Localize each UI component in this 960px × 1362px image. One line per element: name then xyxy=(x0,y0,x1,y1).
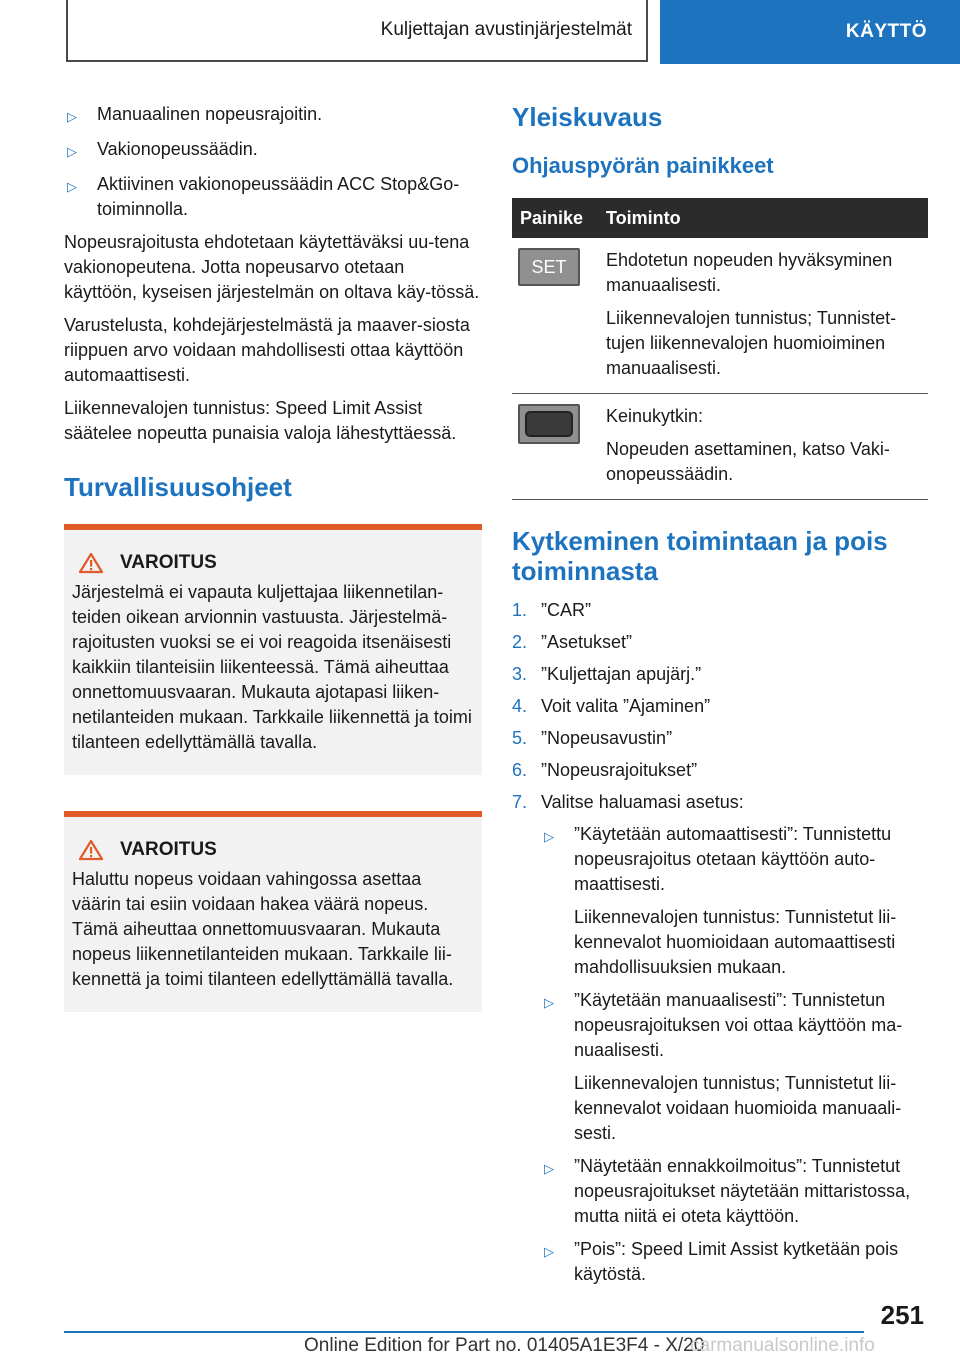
step-text: ”Asetukset” xyxy=(541,632,633,652)
left-column xyxy=(64,102,482,1012)
rocker-switch-knob xyxy=(525,411,573,437)
step-text: Valitse haluamasi asetus: xyxy=(541,792,744,812)
list-item xyxy=(512,694,928,719)
function-text: Nopeuden asettaminen, katso Vaki‐onopeussäädin. xyxy=(606,439,890,484)
step-number: 6. xyxy=(512,760,528,780)
step-text: ”CAR” xyxy=(541,600,591,620)
buttons-heading: Ohjauspyörän painikkeet xyxy=(512,153,774,178)
chapter-title: KÄYTTÖ xyxy=(845,21,927,42)
triangle-bullet-icon: ▷ xyxy=(544,1161,554,1176)
list-item xyxy=(512,726,928,751)
warning-title-text: VAROITUS xyxy=(120,839,217,860)
warning-text: Järjestelmä ei vapauta kuljettajaa liikennetilan‐teiden oikean arvionnin vastuusta. Järjestelmä‐rajoitusten vuoksi se ei voi reagoida itsenäisesti kaikkiin tilanteisiin liikenteessä. Tämä aiheuttaa onnettomuusvaaran. Mukauta ajotapasi liiken‐netilanteiden mukaan. Tarkkaile liikennettä ja toimi tilanteen edellyttämällä tavalla. xyxy=(72,582,472,752)
table-cell-function xyxy=(598,394,928,500)
triangle-bullet-icon: ▷ xyxy=(544,1244,554,1259)
function-text: Ehdotetun nopeuden hyväksyminen manuaalisesti. xyxy=(606,250,893,295)
warning-triangle-icon xyxy=(78,839,104,861)
table-header-cell: Toiminto xyxy=(598,198,928,238)
warning-triangle-icon xyxy=(78,552,104,574)
table-cell-icon xyxy=(512,238,598,394)
option-text: ”Käytetään automaattisesti”: Tunnistettu nopeusrajoitus otetaan käyttöön auto‐maattisesti. xyxy=(574,824,892,894)
right-column xyxy=(512,102,928,1295)
option-text: ”Käytetään manuaalisesti”: Tunnistetun nopeusrajoituksen voi ottaa käyttöön ma‐nuaalisesti. xyxy=(574,990,903,1060)
list-item xyxy=(64,102,482,129)
option-item xyxy=(512,988,928,1146)
triangle-bullet-icon: ▷ xyxy=(67,179,77,194)
function-text: Liikennevalojen tunnistus; Tunnistet‐tujen liikennevalojen huomioiminen manuaalisesti. xyxy=(606,308,897,378)
option-item xyxy=(512,822,928,980)
list-item xyxy=(512,758,928,783)
activation-heading: Kytkeminen toimintaan ja pois toiminnasta xyxy=(512,526,888,586)
table-row xyxy=(512,238,928,394)
warning-title xyxy=(72,552,474,574)
safety-heading: Turvallisuusohjeet xyxy=(64,472,292,502)
table-row xyxy=(512,394,928,500)
step-text: ”Kuljettajan apujärj.” xyxy=(541,664,702,684)
paragraph: Varustelusta, kohdejärjestelmästä ja maaver‐siosta riippuen arvo voidaan mahdollisesti ottaa käyttöön automaattisesti. xyxy=(64,315,470,385)
set-button-label: SET xyxy=(531,256,567,277)
option-note: Liikennevalojen tunnistus; Tunnistetut lii‐kennevalot voidaan huomioida manuaali‐sesti. xyxy=(574,1073,902,1143)
triangle-bullet-icon: ▷ xyxy=(544,995,554,1010)
triangle-bullet-icon: ▷ xyxy=(67,109,77,124)
paragraph: Liikennevalojen tunnistus: Speed Limit Assist säätelee nopeutta punaisia valoja lähestyttäessä. xyxy=(64,398,457,443)
paragraph: Nopeusrajoitusta ehdotetaan käytettäväksi uu‐tena vakionopeutena. Jotta nopeusarvo otetaan käyttöön, kyseisen järjestelmän on oltava käy‐tössä. xyxy=(64,232,480,302)
option-item xyxy=(512,1237,928,1287)
option-note: Liikennevalojen tunnistus: Tunnistetut lii‐kennevalot huomioidaan automaattisesti mahdollisuuksien mukaan. xyxy=(574,907,897,977)
bullet-text: Vakionopeussäädin. xyxy=(97,139,258,159)
list-item xyxy=(512,662,928,687)
overview-heading: Yleiskuvaus xyxy=(512,102,663,132)
section-title: Kuljettajan avustinjärjestelmät xyxy=(380,19,632,40)
option-text: ”Näytetään ennakkoilmoitus”: Tunnistetut nopeusrajoitukset näytetään mittaristossa, mutta niitä ei oteta käyttöön. xyxy=(574,1156,911,1226)
option-text: ”Pois”: Speed Limit Assist kytketään pois käytöstä. xyxy=(574,1239,899,1284)
step-number: 2. xyxy=(512,632,528,652)
step-text: Voit valita ”Ajaminen” xyxy=(541,696,711,716)
step-text: ”Nopeusrajoitukset” xyxy=(541,760,698,780)
list-item xyxy=(64,137,482,164)
buttons-table xyxy=(512,198,928,500)
step-number: 5. xyxy=(512,728,528,748)
set-button-icon xyxy=(518,248,580,286)
warning-title xyxy=(72,839,474,861)
header-section-title xyxy=(66,0,648,62)
list-item xyxy=(512,598,928,623)
step-number: 1. xyxy=(512,600,528,620)
warning-text: Haluttu nopeus voidaan vahingossa asettaa väärin tai esiin voidaan hakea väärä nopeus. Tämä aiheuttaa onnettomuusvaaran. Mukauta nopeus liikennetilanteiden mukaan. Tarkkaile lii‐kennettä ja toimi tilanteen edellyttämällä tavalla. xyxy=(72,869,454,989)
list-item xyxy=(64,172,482,222)
triangle-bullet-icon: ▷ xyxy=(67,144,77,159)
table-header-cell: Painike xyxy=(512,198,598,238)
bullet-text: Aktiivinen vakionopeussäädin ACC Stop&Go-toiminnolla. xyxy=(97,174,460,219)
rocker-switch-icon xyxy=(518,404,580,444)
list-item xyxy=(512,790,928,815)
bullet-text: Manuaalinen nopeusrajoitin. xyxy=(97,104,323,124)
step-number: 4. xyxy=(512,696,528,716)
triangle-bullet-icon: ▷ xyxy=(544,829,554,844)
table-cell-icon xyxy=(512,394,598,500)
warning-title-text: VAROITUS xyxy=(120,552,217,573)
list-item xyxy=(512,630,928,655)
table-cell-function xyxy=(598,238,928,394)
function-text: Keinukytkin: xyxy=(606,406,704,426)
footer-edition: Online Edition for Part no. 01405A1E3F4 - X/20 xyxy=(304,1335,705,1356)
step-text: ”Nopeusavustin” xyxy=(541,728,673,748)
footer-watermark: carmanualsonline.info xyxy=(690,1335,875,1356)
warning-box xyxy=(64,524,482,775)
option-item xyxy=(512,1154,928,1229)
table-header-row xyxy=(512,198,928,238)
footer-divider xyxy=(64,1331,864,1333)
warning-box xyxy=(64,811,482,1012)
page-number: 251 xyxy=(880,1300,924,1330)
step-number: 3. xyxy=(512,664,528,684)
header-chapter-tab xyxy=(660,0,960,64)
step-number: 7. xyxy=(512,792,528,812)
